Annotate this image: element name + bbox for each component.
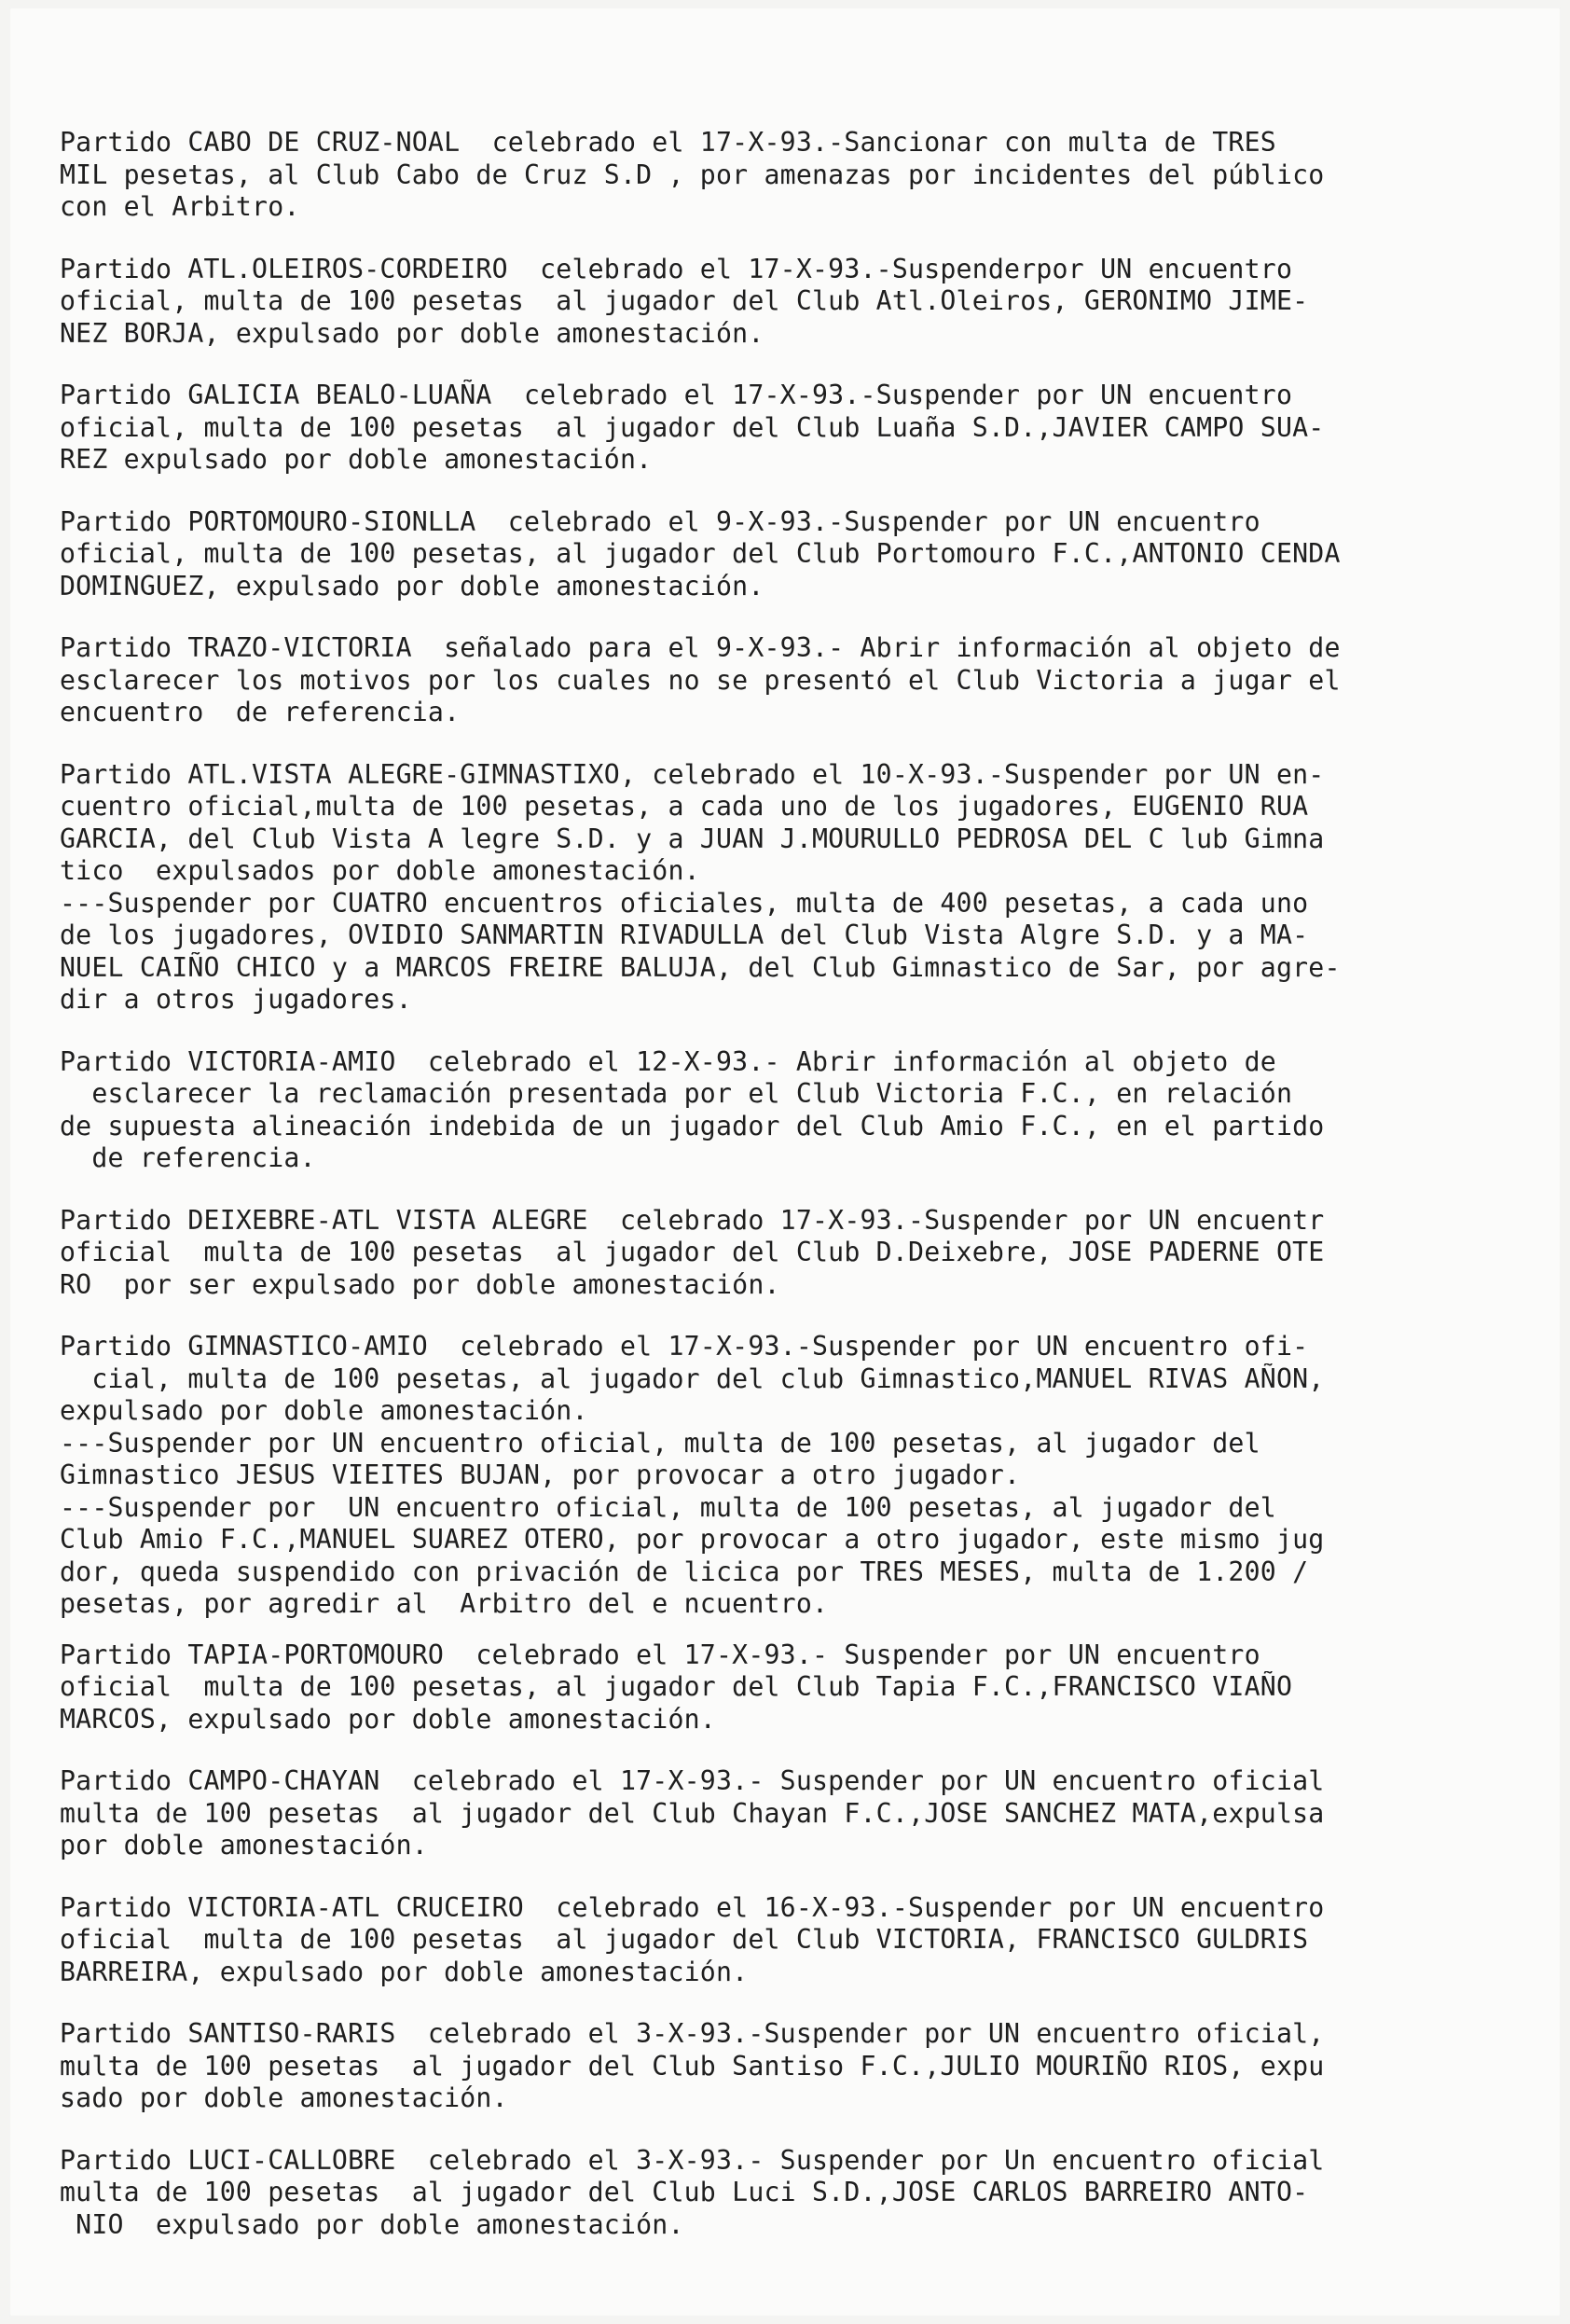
resolution-paragraph [60,1765,1523,1862]
text-line: Partido ATL.VISTA ALEGRE-GIMNASTIXO, celebrado el 10-X-93.-Suspender por UN en- [60,758,1325,790]
text-line: de supuesta alineación indebida de un jugador del Club Amio F.C., en el partido [60,1110,1325,1141]
text-line: cial, multa de 100 pesetas, al jugador del club Gimnastico,MANUEL RIVAS AÑON, [60,1363,1325,1394]
text-line: NUEL CAIÑO CHICO y a MARCOS FREIRE BALUJA, del Club Gimnastico de Sar, por agre- [60,951,1341,983]
text-line: por doble amonestación. [60,1830,428,1861]
text-line: de referencia. [60,1142,316,1173]
text-line: de los jugadores, OVIDIO SANMARTIN RIVADULLA del Club Vista Algre S.D. y a MA- [60,920,1309,950]
text-line: dir a otros jugadores. [60,984,412,1015]
text-line: oficial multa de 100 pesetas al jugador del Club VICTORIA, FRANCISCO GULDRIS [60,1924,1309,1955]
resolution-paragraph [60,2018,1523,2115]
text-line: multa de 100 pesetas al jugador del Club Chayan F.C.,JOSE SANCHEZ MATA,expulsa [60,1797,1325,1829]
text-line: REZ expulsado por doble amonestación. [60,444,653,475]
text-line: NEZ BORJA, expulsado por doble amonestación. [60,317,764,349]
resolution-paragraph [60,1639,1523,1736]
resolution-paragraph [60,632,1523,729]
resolution-paragraph [60,1892,1523,1989]
text-line: ---Suspender por UN encuentro oficial, multa de 100 pesetas, al jugador del [60,1491,1276,1523]
text-line: Partido CAMPO-CHAYAN celebrado el 17-X-93.- Suspender por UN encuentro oficial [60,1765,1325,1796]
text-line: dor, queda suspendido con privación de licica por TRES MESES, multa de 1.200 / [60,1556,1309,1587]
text-line: Partido VICTORIA-ATL CRUCEIRO celebrado el 16-X-93.-Suspender por UN encuentro [60,1891,1325,1923]
text-line: BARREIRA, expulsado por doble amonestación. [60,1956,749,1987]
text-line: con el Arbitro. [60,191,300,222]
text-line: MARCOS, expulsado por doble amonestación. [60,1703,716,1735]
text-line: tico expulsados por doble amonestación. [60,855,700,886]
resolution-paragraph [60,2145,1523,2242]
text-line: ---Suspender por CUATRO encuentros oficiales, multa de 400 pesetas, a cada uno [60,887,1309,919]
text-line: Partido GIMNASTICO-AMIO celebrado el 17-X-93.-Suspender por UN encuentro ofi- [60,1331,1309,1362]
text-line: Partido VICTORIA-AMIO celebrado el 12-X-93.- Abrir información al objeto de [60,1045,1276,1077]
text-line: oficial, multa de 100 pesetas al jugador del Club Atl.Oleiros, GERONIMO JIME- [60,285,1309,316]
text-line: NIO expulsado por doble amonestación. [60,2208,684,2240]
text-line: pesetas, por agredir al Arbitro del e ncuentro. [60,1588,829,1619]
text-line: sado por doble amonestación. [60,2082,508,2113]
text-line: Partido CABO DE CRUZ-NOAL celebrado el 17-X-93.-Sancionar con multa de TRES [60,127,1276,158]
text-line: cuentro oficial,multa de 100 pesetas, a cada uno de los jugadores, EUGENIO RUA [60,791,1309,822]
text-line: MIL pesetas, al Club Cabo de Cruz S.D , por amenazas por incidentes del público [60,159,1325,190]
text-line: Partido DEIXEBRE-ATL VISTA ALEGRE celebrado 17-X-93.-Suspender por UN encuentr [60,1204,1325,1236]
resolution-paragraph [60,1205,1523,1302]
text-line: Partido ATL.OLEIROS-CORDEIRO celebrado el 17-X-93.-Suspenderpor UN encuentro [60,253,1293,284]
text-line: encuentro de referencia. [60,697,461,727]
text-line: Partido PORTOMOURO-SIONLLA celebrado el 9-X-93.-Suspender por UN encuentro [60,505,1260,537]
resolution-paragraph [60,1046,1523,1175]
text-line: RO por ser expulsado por doble amonestación. [60,1268,780,1300]
text-line: Club Amio F.C.,MANUEL SUAREZ OTERO, por provocar a otro jugador, este mismo jug [60,1524,1325,1555]
resolution-paragraph [60,1331,1523,1621]
text-line: esclarecer los motivos por los cuales no se presentó el Club Victoria a jugar el [60,664,1341,696]
resolution-paragraph [60,506,1523,603]
text-line: Partido SANTISO-RARIS celebrado el 3-X-93.-Suspender por UN encuentro oficial, [60,2018,1325,2049]
text-line: multa de 100 pesetas al jugador del Club Luci S.D.,JOSE CARLOS BARREIRO ANTO- [60,2177,1309,2207]
text-line: oficial multa de 100 pesetas, al jugador del Club Tapia F.C.,FRANCISCO VIAÑO [60,1671,1293,1702]
document-page [9,7,1561,2317]
text-line: expulsado por doble amonestación. [60,1395,588,1426]
text-line: Gimnastico JESUS VIEITES BUJAN, por provocar a otro jugador. [60,1459,1021,1490]
resolution-paragraph [60,759,1523,1017]
text-line: oficial multa de 100 pesetas al jugador del Club D.Deixebre, JOSE PADERNE OTE [60,1237,1325,1267]
resolution-paragraph [60,380,1523,477]
text-line: DOMINGUEZ, expulsado por doble amonestación. [60,570,764,602]
text-line: multa de 100 pesetas al jugador del Club Santiso F.C.,JULIO MOURIÑO RIOS, expu [60,2050,1325,2082]
document-body [60,127,1523,2271]
text-line: oficial, multa de 100 pesetas al jugador del Club Luaña S.D.,JAVIER CAMPO SUA- [60,411,1325,443]
resolution-paragraph [60,127,1523,224]
text-line: oficial, multa de 100 pesetas, al jugador del Club Portomouro F.C.,ANTONIO CENDA [60,538,1341,569]
text-line: Partido TRAZO-VICTORIA señalado para el 9-X-93.- Abrir información al objeto de [60,632,1341,663]
text-line: Partido LUCI-CALLOBRE celebrado el 3-X-93.- Suspender por Un encuentro oficial [60,2144,1325,2176]
resolution-paragraph [60,254,1523,351]
text-line: GARCIA, del Club Vista A legre S.D. y a JUAN J.MOURULLO PEDROSA DEL C lub Gimna [60,823,1325,854]
text-line: esclarecer la reclamación presentada por el Club Victoria F.C., en relación [60,1078,1293,1109]
text-line: ---Suspender por UN encuentro oficial, multa de 100 pesetas, al jugador del [60,1427,1260,1459]
text-line: Partido GALICIA BEALO-LUAÑA celebrado el 17-X-93.-Suspender por UN encuentro [60,380,1293,410]
text-line: Partido TAPIA-PORTOMOURO celebrado el 17-X-93.- Suspender por UN encuentro [60,1639,1260,1670]
